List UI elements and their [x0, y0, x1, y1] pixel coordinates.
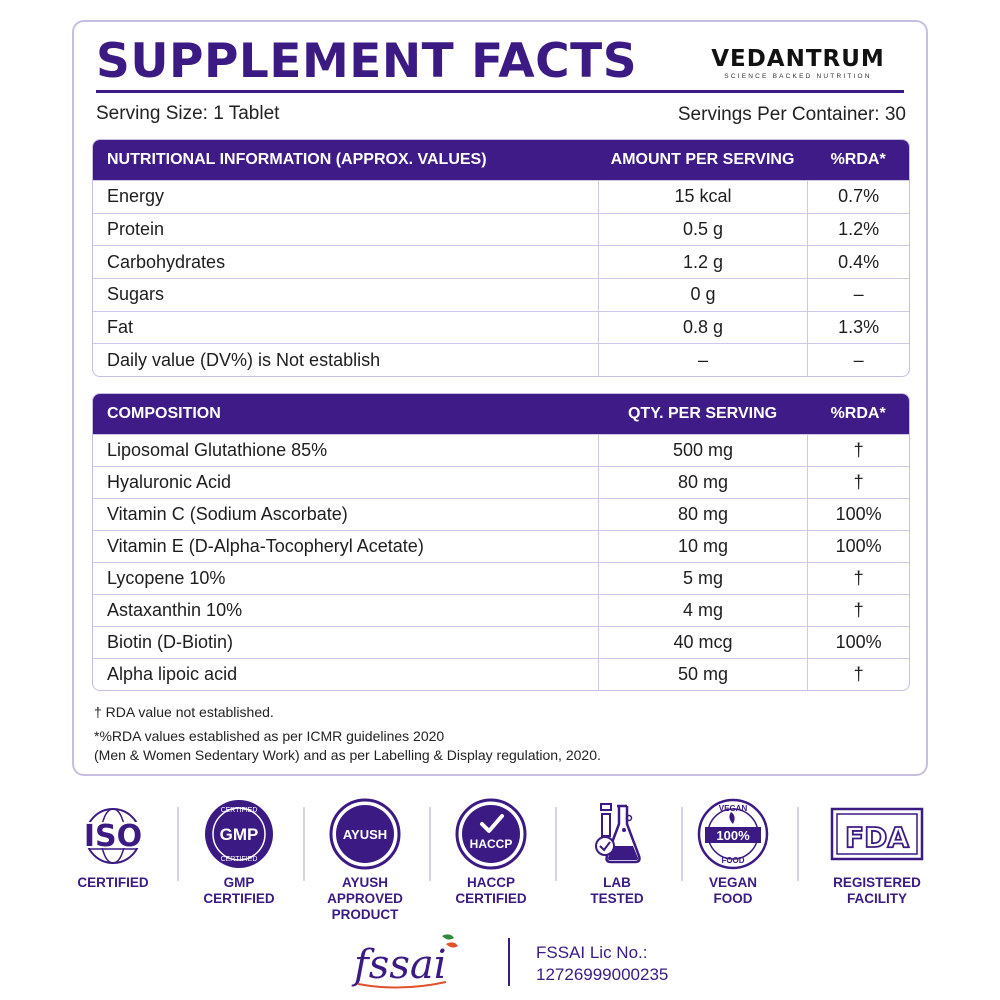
svg-text:CERTIFIED: CERTIFIED — [220, 856, 258, 863]
composition-row — [93, 594, 909, 626]
row-amount: 40 mcg — [598, 627, 807, 658]
row-rda: † — [807, 659, 909, 690]
row-label: Hyaluronic Acid — [107, 472, 232, 492]
nutrition-row — [93, 343, 909, 376]
brand-name: VEDANTRUM — [711, 46, 885, 72]
composition-row — [93, 626, 909, 658]
svg-text:HACCP: HACCP — [469, 837, 513, 851]
row-amount: 10 mg — [598, 531, 807, 562]
nutrition-row — [93, 180, 909, 213]
row-rda: † — [807, 595, 909, 626]
certifications-strip — [50, 795, 960, 925]
header-cell: %RDA* — [830, 151, 886, 168]
svg-text:AYUSH: AYUSH — [342, 827, 388, 842]
row-amount: 50 mg — [598, 659, 807, 690]
cert-label: LAB TESTED — [590, 875, 644, 906]
rda-footnote: † RDA value not established. — [94, 704, 274, 720]
haccp-icon — [453, 796, 529, 872]
supplement-facts-card — [72, 20, 928, 776]
serving-size: Serving Size: 1 Tablet — [96, 103, 280, 124]
gmp-icon — [201, 796, 277, 872]
row-label: Energy — [107, 186, 165, 207]
brand-tagline: SCIENCE BACKED NUTRITION — [724, 73, 872, 80]
row-amount: 1.2 g — [598, 246, 807, 278]
row-rda: 0.4% — [807, 246, 909, 278]
cert-label: HACCP CERTIFIED — [455, 875, 527, 906]
composition-row — [93, 530, 909, 562]
row-label: Sugars — [107, 284, 165, 305]
composition-table-header — [93, 394, 909, 434]
row-rda: 1.2% — [807, 214, 909, 246]
composition-row — [93, 562, 909, 594]
row-label: Vitamin E (D-Alpha-Tocopheryl Acetate) — [107, 536, 424, 556]
row-amount: 0.8 g — [598, 312, 807, 344]
servings-per-container: Servings Per Container: 30 — [677, 104, 906, 125]
nutrition-table — [92, 139, 910, 377]
row-amount: 80 mg — [598, 467, 807, 498]
nutrition-row — [93, 278, 909, 311]
composition-row — [93, 466, 909, 498]
nutrition-row — [93, 213, 909, 246]
svg-text:GMP: GMP — [219, 825, 259, 844]
brand-logo — [710, 46, 886, 81]
row-rda: – — [807, 279, 909, 311]
svg-text:FDA: FDA — [844, 821, 910, 854]
nutrition-row — [93, 245, 909, 278]
row-label: Liposomal Glutathione 85% — [107, 440, 328, 460]
row-label: Daily value (DV%) is Not establish — [107, 349, 381, 370]
title-divider — [96, 90, 904, 93]
row-label: Fat — [107, 317, 134, 338]
cert-label: GMP CERTIFIED — [203, 875, 275, 906]
fssai-logo — [350, 930, 465, 992]
row-rda: † — [807, 563, 909, 594]
cert-label: REGISTERED FACILITY — [833, 875, 921, 906]
header-cell: QTY. PER SERVING — [627, 405, 778, 422]
divider — [797, 807, 799, 881]
composition-table — [92, 393, 910, 691]
icmr-footnote — [94, 727, 601, 765]
row-amount: 500 mg — [598, 435, 807, 466]
composition-row — [93, 434, 909, 466]
vegan-icon — [695, 796, 771, 872]
svg-text:VEGAN: VEGAN — [718, 804, 748, 813]
row-rda: 100% — [807, 499, 909, 530]
row-amount: 80 mg — [598, 499, 807, 530]
row-label: Alpha lipoic acid — [107, 664, 238, 684]
row-label: Lycopene 10% — [107, 568, 226, 588]
row-amount: 0.5 g — [598, 214, 807, 246]
row-rda: † — [807, 467, 909, 498]
iso-icon — [68, 798, 158, 870]
row-rda: 0.7% — [807, 181, 909, 213]
composition-row — [93, 658, 909, 690]
svg-text:CERTIFIED: CERTIFIED — [220, 807, 258, 814]
icmr-footnote-line: *%RDA values established as per ICMR guidelines 2020 — [94, 728, 445, 744]
icmr-footnote-line: (Men & Women Sedentary Work) and as per Labelling & Display regulation, 2020. — [94, 747, 601, 763]
nutrition-row — [93, 311, 909, 344]
cert-label: CERTIFIED — [77, 875, 149, 890]
header-cell: %RDA* — [830, 405, 886, 422]
row-label: Carbohydrates — [107, 251, 226, 272]
lab-flask-icon — [587, 798, 647, 870]
svg-text:FOOD: FOOD — [721, 856, 745, 865]
row-amount: – — [598, 344, 807, 376]
nutrition-table-header — [93, 140, 909, 180]
fssai-license — [536, 942, 668, 986]
fssai-number: 12726999000235 — [536, 965, 669, 984]
fssai-divider — [508, 938, 510, 986]
page-title: SUPPLEMENT FACTS — [96, 34, 638, 89]
fda-icon — [829, 803, 925, 865]
header-cell: COMPOSITION — [107, 405, 221, 422]
row-amount: 4 mg — [598, 595, 807, 626]
svg-text:fssai: fssai — [354, 942, 447, 988]
composition-row — [93, 498, 909, 530]
row-amount: 5 mg — [598, 563, 807, 594]
svg-text:100%: 100% — [716, 828, 750, 843]
row-label: Protein — [107, 219, 165, 240]
row-amount: 15 kcal — [598, 181, 807, 213]
row-label: Astaxanthin 10% — [107, 600, 243, 620]
row-label: Vitamin C (Sodium Ascorbate) — [107, 504, 348, 524]
header-cell: NUTRITIONAL INFORMATION (APPROX. VALUES) — [107, 151, 487, 168]
row-rda: – — [807, 344, 909, 376]
cert-label: VEGAN FOOD — [708, 875, 757, 906]
header-cell: AMOUNT PER SERVING — [610, 151, 795, 168]
row-amount: 0 g — [598, 279, 807, 311]
svg-text:ISO: ISO — [83, 819, 143, 854]
fssai-label: FSSAI Lic No.: — [536, 943, 648, 962]
row-rda: 1.3% — [807, 312, 909, 344]
row-rda: † — [807, 435, 909, 466]
row-rda: 100% — [807, 531, 909, 562]
cert-label: AYUSH APPROVED PRODUCT — [327, 875, 403, 922]
row-label: Biotin (D-Biotin) — [107, 632, 234, 652]
ayush-icon — [327, 796, 403, 872]
row-rda: 100% — [807, 627, 909, 658]
